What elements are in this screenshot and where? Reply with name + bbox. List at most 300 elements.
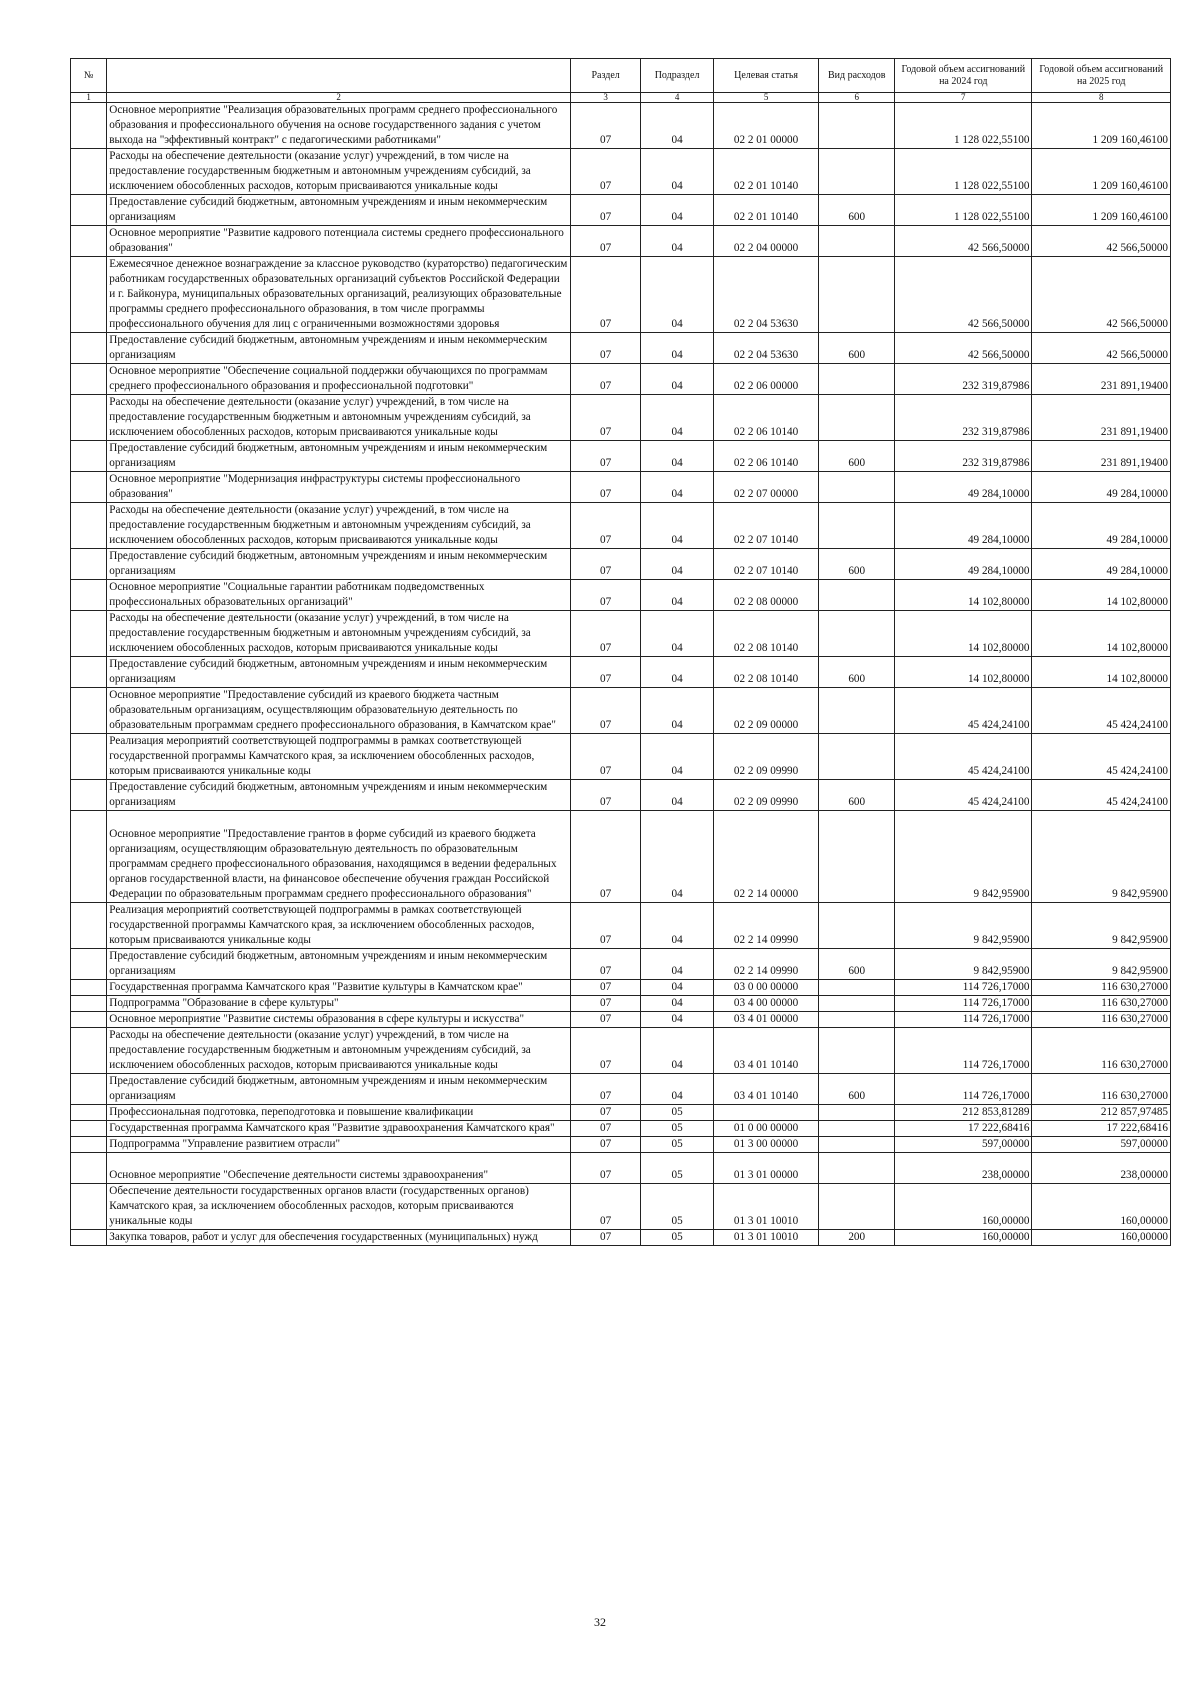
header-volume-2025: Годовой объем ассигнований на 2025 год (1032, 59, 1171, 93)
row-target-article: 02 2 08 10140 (713, 657, 818, 688)
row-volume-2024: 9 842,95900 (895, 903, 1032, 949)
row-description: Основное мероприятие "Предоставление субсидий из краевого бюджета частным образовательным организациям, осуществляющим образовательную деятельность по образовательным программам среднего профессионального образования, в Камчатском крае" (107, 688, 571, 734)
row-section: 07 (570, 195, 640, 226)
row-target-article: 02 2 08 10140 (713, 611, 818, 657)
row-section: 07 (570, 980, 640, 996)
row-number (71, 472, 107, 503)
table-row (71, 949, 1171, 980)
row-description: Подпрограмма "Образование в сфере культуры" (107, 996, 571, 1012)
row-number (71, 195, 107, 226)
page-number: 32 (594, 1615, 606, 1629)
row-subsection: 05 (641, 1137, 714, 1153)
row-number (71, 580, 107, 611)
row-target-article (713, 1105, 818, 1121)
row-description: Основное мероприятие "Модернизация инфраструктуры системы профессионального образования" (107, 472, 571, 503)
row-target-article: 02 2 09 00000 (713, 688, 818, 734)
column-number: 8 (1032, 93, 1171, 103)
table-row (71, 1153, 1171, 1184)
row-volume-2025: 17 222,68416 (1032, 1121, 1171, 1137)
table-row (71, 1105, 1171, 1121)
row-target-article: 02 2 07 00000 (713, 472, 818, 503)
row-number (71, 611, 107, 657)
row-expense-type: 600 (819, 657, 895, 688)
row-section: 07 (570, 1028, 640, 1074)
row-section: 07 (570, 395, 640, 441)
table-row (71, 226, 1171, 257)
row-description: Обеспечение деятельности государственных органов власти (государственных органов) Камчатского края, за исключением обособленных расходов, которым присваиваются уникальные коды (107, 1184, 571, 1230)
row-volume-2024: 45 424,24100 (895, 734, 1032, 780)
table-row (71, 580, 1171, 611)
row-section: 07 (570, 503, 640, 549)
table-row (71, 441, 1171, 472)
row-volume-2025: 45 424,24100 (1032, 734, 1171, 780)
row-expense-type (819, 1184, 895, 1230)
row-volume-2024: 14 102,80000 (895, 657, 1032, 688)
column-number: 1 (71, 93, 107, 103)
row-description: Предоставление субсидий бюджетным, автономным учреждениям и иным некоммерческим организациям (107, 780, 571, 811)
row-subsection: 04 (641, 333, 714, 364)
row-target-article: 02 2 14 09990 (713, 903, 818, 949)
row-description: Основное мероприятие "Предоставление грантов в форме субсидий из краевого бюджета организациям, осуществляющим образовательную деятельность по образовательным программам среднего профессионального образования, находящимся в ведении федеральных органов государственной власти, на финансовое обеспечение обучения граждан Российской Федерации по образовательным программам среднего профессионального образования" (107, 811, 571, 903)
row-expense-type (819, 395, 895, 441)
row-number (71, 257, 107, 333)
row-volume-2024: 1 128 022,55100 (895, 149, 1032, 195)
row-volume-2025: 231 891,19400 (1032, 364, 1171, 395)
row-expense-type: 600 (819, 1074, 895, 1105)
row-number (71, 1074, 107, 1105)
row-volume-2024: 212 853,81289 (895, 1105, 1032, 1121)
row-number (71, 780, 107, 811)
row-volume-2025: 49 284,10000 (1032, 472, 1171, 503)
row-section: 07 (570, 611, 640, 657)
row-section: 07 (570, 257, 640, 333)
row-number (71, 980, 107, 996)
row-volume-2024: 238,00000 (895, 1153, 1032, 1184)
table-row (71, 472, 1171, 503)
row-expense-type (819, 472, 895, 503)
row-subsection: 04 (641, 996, 714, 1012)
header-section: Раздел (570, 59, 640, 93)
row-target-article: 03 0 00 00000 (713, 980, 818, 996)
row-volume-2025: 45 424,24100 (1032, 780, 1171, 811)
row-target-article: 03 4 01 00000 (713, 1012, 818, 1028)
table-row (71, 395, 1171, 441)
row-subsection: 04 (641, 472, 714, 503)
row-subsection: 04 (641, 949, 714, 980)
row-number (71, 1230, 107, 1246)
row-section: 07 (570, 949, 640, 980)
row-number (71, 1121, 107, 1137)
row-expense-type (819, 996, 895, 1012)
row-description: Ежемесячное денежное вознаграждение за классное руководство (кураторство) педагогическим работникам государственных образовательных организаций субъектов Российской Федерации и г. Байконура, муниципальных образовательных организаций, реализующих образовательные программы среднего профессионального образования, в том числе программы профессионального обучения для лиц с ограниченными возможностями здоровья (107, 257, 571, 333)
row-volume-2024: 232 319,87986 (895, 364, 1032, 395)
row-subsection: 04 (641, 549, 714, 580)
row-description: Реализация мероприятий соответствующей подпрограммы в рамках соответствующей государственной программы Камчатского края, за исключением обособленных расходов, которым присваиваются уникальные коды (107, 734, 571, 780)
row-number (71, 395, 107, 441)
row-volume-2025: 42 566,50000 (1032, 257, 1171, 333)
column-number: 5 (713, 93, 818, 103)
row-volume-2025: 116 630,27000 (1032, 996, 1171, 1012)
row-volume-2024: 114 726,17000 (895, 996, 1032, 1012)
row-number (71, 149, 107, 195)
row-target-article: 02 2 06 10140 (713, 441, 818, 472)
row-section: 07 (570, 226, 640, 257)
row-volume-2025: 49 284,10000 (1032, 549, 1171, 580)
row-target-article: 03 4 01 10140 (713, 1028, 818, 1074)
row-number (71, 688, 107, 734)
row-expense-type: 600 (819, 195, 895, 226)
row-number (71, 1153, 107, 1184)
table-row (71, 1074, 1171, 1105)
row-target-article: 02 2 04 53630 (713, 333, 818, 364)
row-expense-type (819, 903, 895, 949)
row-section: 07 (570, 734, 640, 780)
row-subsection: 04 (641, 734, 714, 780)
table-row (71, 980, 1171, 996)
row-description: Предоставление субсидий бюджетным, автономным учреждениям и иным некоммерческим организациям (107, 333, 571, 364)
row-description: Расходы на обеспечение деятельности (оказание услуг) учреждений, в том числе на предоставление государственным бюджетным и автономным учреждениям субсидий, за исключением обособленных расходов, которым присваиваются уникальные коды (107, 395, 571, 441)
row-section: 07 (570, 549, 640, 580)
row-subsection: 04 (641, 1074, 714, 1105)
row-section: 07 (570, 333, 640, 364)
row-expense-type (819, 149, 895, 195)
row-subsection: 05 (641, 1153, 714, 1184)
table-row (71, 1137, 1171, 1153)
row-volume-2025: 231 891,19400 (1032, 395, 1171, 441)
row-volume-2024: 597,00000 (895, 1137, 1032, 1153)
row-expense-type (819, 226, 895, 257)
row-expense-type: 600 (819, 441, 895, 472)
row-subsection: 05 (641, 1230, 714, 1246)
row-volume-2025: 160,00000 (1032, 1184, 1171, 1230)
row-target-article: 02 2 01 10140 (713, 149, 818, 195)
row-target-article: 03 4 01 10140 (713, 1074, 818, 1105)
row-section: 07 (570, 780, 640, 811)
row-subsection: 04 (641, 257, 714, 333)
row-description: Профессиональная подготовка, переподготовка и повышение квалификации (107, 1105, 571, 1121)
row-expense-type (819, 1137, 895, 1153)
row-expense-type (819, 1121, 895, 1137)
row-volume-2025: 116 630,27000 (1032, 1028, 1171, 1074)
row-volume-2024: 114 726,17000 (895, 1012, 1032, 1028)
row-target-article: 02 2 01 10140 (713, 195, 818, 226)
row-subsection: 04 (641, 611, 714, 657)
row-section: 07 (570, 580, 640, 611)
table-row (71, 688, 1171, 734)
row-volume-2024: 49 284,10000 (895, 472, 1032, 503)
table-row (71, 657, 1171, 688)
row-volume-2025: 160,00000 (1032, 1230, 1171, 1246)
row-volume-2025: 9 842,95900 (1032, 903, 1171, 949)
row-volume-2024: 42 566,50000 (895, 333, 1032, 364)
table-row (71, 780, 1171, 811)
row-description: Основное мероприятие "Развитие кадрового потенциала системы среднего профессионального образования" (107, 226, 571, 257)
row-section: 07 (570, 1230, 640, 1246)
row-subsection: 04 (641, 903, 714, 949)
row-subsection: 04 (641, 364, 714, 395)
row-expense-type (819, 257, 895, 333)
row-section: 07 (570, 1105, 640, 1121)
row-number (71, 503, 107, 549)
row-target-article: 02 2 14 09990 (713, 949, 818, 980)
row-number (71, 657, 107, 688)
table-row (71, 149, 1171, 195)
table-row (71, 1184, 1171, 1230)
column-number: 6 (819, 93, 895, 103)
row-expense-type (819, 980, 895, 996)
row-section: 07 (570, 441, 640, 472)
row-volume-2024: 49 284,10000 (895, 503, 1032, 549)
row-subsection: 05 (641, 1105, 714, 1121)
header-expense-type: Вид расходов (819, 59, 895, 93)
row-expense-type (819, 1105, 895, 1121)
row-number (71, 333, 107, 364)
row-section: 07 (570, 103, 640, 149)
row-volume-2025: 231 891,19400 (1032, 441, 1171, 472)
row-subsection: 04 (641, 688, 714, 734)
row-volume-2024: 160,00000 (895, 1230, 1032, 1246)
row-description: Предоставление субсидий бюджетным, автономным учреждениям и иным некоммерческим организациям (107, 949, 571, 980)
row-number (71, 1184, 107, 1230)
column-number: 7 (895, 93, 1032, 103)
row-volume-2025: 597,00000 (1032, 1137, 1171, 1153)
row-description: Основное мероприятие "Социальные гарантии работникам подведомственных профессиональных образовательных организаций" (107, 580, 571, 611)
row-section: 07 (570, 472, 640, 503)
row-target-article: 01 3 00 00000 (713, 1137, 818, 1153)
row-volume-2025: 9 842,95900 (1032, 949, 1171, 980)
table-row (71, 611, 1171, 657)
row-description: Предоставление субсидий бюджетным, автономным учреждениям и иным некоммерческим организациям (107, 549, 571, 580)
row-volume-2024: 17 222,68416 (895, 1121, 1032, 1137)
row-volume-2025: 212 857,97485 (1032, 1105, 1171, 1121)
row-volume-2025: 238,00000 (1032, 1153, 1171, 1184)
row-target-article: 03 4 00 00000 (713, 996, 818, 1012)
row-section: 07 (570, 688, 640, 734)
row-section: 07 (570, 996, 640, 1012)
row-expense-type (819, 503, 895, 549)
header-no: № (71, 59, 107, 93)
row-subsection: 05 (641, 1121, 714, 1137)
row-number (71, 811, 107, 903)
row-volume-2024: 232 319,87986 (895, 395, 1032, 441)
row-volume-2024: 42 566,50000 (895, 257, 1032, 333)
row-volume-2025: 116 630,27000 (1032, 1074, 1171, 1105)
row-expense-type (819, 103, 895, 149)
row-expense-type: 600 (819, 949, 895, 980)
header-volume-2024: Годовой объем ассигнований на 2024 год (895, 59, 1032, 93)
row-volume-2025: 14 102,80000 (1032, 580, 1171, 611)
row-subsection: 04 (641, 149, 714, 195)
row-section: 07 (570, 1184, 640, 1230)
table-row (71, 1028, 1171, 1074)
row-description: Государственная программа Камчатского края "Развитие здравоохранения Камчатского края" (107, 1121, 571, 1137)
row-target-article: 01 0 00 00000 (713, 1121, 818, 1137)
row-expense-type (819, 811, 895, 903)
table-row (71, 1012, 1171, 1028)
row-description: Подпрограмма "Управление развитием отрасли" (107, 1137, 571, 1153)
row-expense-type: 600 (819, 780, 895, 811)
row-target-article: 02 2 07 10140 (713, 503, 818, 549)
row-target-article: 02 2 04 53630 (713, 257, 818, 333)
row-volume-2024: 42 566,50000 (895, 226, 1032, 257)
row-description: Реализация мероприятий соответствующей подпрограммы в рамках соответствующей государственной программы Камчатского края, за исключением обособленных расходов, которым присваиваются уникальные коды (107, 903, 571, 949)
budget-table (70, 58, 1171, 1246)
row-volume-2024: 14 102,80000 (895, 611, 1032, 657)
row-expense-type: 600 (819, 549, 895, 580)
row-volume-2024: 49 284,10000 (895, 549, 1032, 580)
row-subsection: 04 (641, 1012, 714, 1028)
table-row (71, 103, 1171, 149)
row-target-article: 02 2 09 09990 (713, 780, 818, 811)
table-header-row (71, 59, 1171, 93)
row-subsection: 04 (641, 580, 714, 611)
budget-sheet (70, 58, 1171, 1246)
row-section: 07 (570, 903, 640, 949)
row-volume-2025: 116 630,27000 (1032, 980, 1171, 996)
table-row (71, 364, 1171, 395)
row-number (71, 1028, 107, 1074)
table-row (71, 903, 1171, 949)
column-number: 4 (641, 93, 714, 103)
row-subsection: 04 (641, 195, 714, 226)
row-description: Государственная программа Камчатского края "Развитие культуры в Камчатском крае" (107, 980, 571, 996)
row-target-article: 02 2 06 10140 (713, 395, 818, 441)
row-number (71, 903, 107, 949)
row-volume-2024: 14 102,80000 (895, 580, 1032, 611)
row-description: Основное мероприятие "Обеспечение деятельности системы здравоохранения" (107, 1153, 571, 1184)
row-number (71, 441, 107, 472)
header-target-article: Целевая статья (713, 59, 818, 93)
row-expense-type (819, 611, 895, 657)
row-volume-2024: 232 319,87986 (895, 441, 1032, 472)
row-section: 07 (570, 1153, 640, 1184)
row-section: 07 (570, 1121, 640, 1137)
row-number (71, 734, 107, 780)
row-subsection: 04 (641, 395, 714, 441)
row-target-article: 02 2 04 00000 (713, 226, 818, 257)
row-number (71, 364, 107, 395)
row-number (71, 1012, 107, 1028)
row-volume-2024: 160,00000 (895, 1184, 1032, 1230)
table-row (71, 549, 1171, 580)
row-section: 07 (570, 1074, 640, 1105)
row-volume-2025: 42 566,50000 (1032, 333, 1171, 364)
column-number: 2 (107, 93, 571, 103)
row-description: Расходы на обеспечение деятельности (оказание услуг) учреждений, в том числе на предоставление государственным бюджетным и автономным учреждениям субсидий, за исключением обособленных расходов, которым присваиваются уникальные коды (107, 503, 571, 549)
row-description: Предоставление субсидий бюджетным, автономным учреждениям и иным некоммерческим организациям (107, 657, 571, 688)
table-row (71, 195, 1171, 226)
table-row (71, 1230, 1171, 1246)
row-target-article: 01 3 01 10010 (713, 1184, 818, 1230)
row-target-article: 02 2 01 00000 (713, 103, 818, 149)
row-section: 07 (570, 1137, 640, 1153)
row-subsection: 04 (641, 980, 714, 996)
table-row (71, 1121, 1171, 1137)
row-subsection: 05 (641, 1184, 714, 1230)
row-description: Расходы на обеспечение деятельности (оказание услуг) учреждений, в том числе на предоставление государственным бюджетным и автономным учреждениям субсидий, за исключением обособленных расходов, которым присваиваются уникальные коды (107, 149, 571, 195)
row-expense-type (819, 1012, 895, 1028)
row-expense-type (819, 688, 895, 734)
table-row (71, 257, 1171, 333)
row-subsection: 04 (641, 657, 714, 688)
row-target-article: 01 3 01 10010 (713, 1230, 818, 1246)
row-description: Предоставление субсидий бюджетным, автономным учреждениям и иным некоммерческим организациям (107, 1074, 571, 1105)
row-subsection: 04 (641, 226, 714, 257)
row-volume-2024: 1 128 022,55100 (895, 103, 1032, 149)
row-expense-type (819, 364, 895, 395)
table-row (71, 503, 1171, 549)
row-volume-2025: 14 102,80000 (1032, 657, 1171, 688)
table-row (71, 811, 1171, 903)
row-expense-type: 600 (819, 333, 895, 364)
row-volume-2024: 114 726,17000 (895, 1028, 1032, 1074)
table-body (71, 103, 1171, 1246)
row-number (71, 103, 107, 149)
row-description: Основное мероприятие "Реализация образовательных программ среднего профессионального образования и профессионального обучения на основе государственного задания с учетом выхода на "эффективный контракт" с педагогическими работниками" (107, 103, 571, 149)
row-number (71, 1137, 107, 1153)
row-volume-2025: 1 209 160,46100 (1032, 149, 1171, 195)
row-section: 07 (570, 149, 640, 195)
row-volume-2025: 1 209 160,46100 (1032, 195, 1171, 226)
row-volume-2025: 45 424,24100 (1032, 688, 1171, 734)
row-target-article: 02 2 07 10140 (713, 549, 818, 580)
row-subsection: 04 (641, 1028, 714, 1074)
row-expense-type (819, 580, 895, 611)
header-description (107, 59, 571, 93)
row-subsection: 04 (641, 811, 714, 903)
row-number (71, 226, 107, 257)
row-expense-type: 200 (819, 1230, 895, 1246)
table-row (71, 333, 1171, 364)
row-description: Предоставление субсидий бюджетным, автономным учреждениям и иным некоммерческим организациям (107, 195, 571, 226)
row-volume-2025: 14 102,80000 (1032, 611, 1171, 657)
row-target-article: 02 2 09 09990 (713, 734, 818, 780)
row-volume-2024: 9 842,95900 (895, 949, 1032, 980)
row-volume-2024: 114 726,17000 (895, 1074, 1032, 1105)
row-volume-2024: 1 128 022,55100 (895, 195, 1032, 226)
header-subsection: Подраздел (641, 59, 714, 93)
row-description: Расходы на обеспечение деятельности (оказание услуг) учреждений, в том числе на предоставление государственным бюджетным и автономным учреждениям субсидий, за исключением обособленных расходов, которым присваиваются уникальные коды (107, 1028, 571, 1074)
row-subsection: 04 (641, 441, 714, 472)
row-volume-2025: 9 842,95900 (1032, 811, 1171, 903)
row-volume-2024: 9 842,95900 (895, 811, 1032, 903)
row-subsection: 04 (641, 503, 714, 549)
row-description: Основное мероприятие "Обеспечение социальной поддержки обучающихся по программам среднего профессионального образования и профессиональной подготовки" (107, 364, 571, 395)
row-target-article: 02 2 14 00000 (713, 811, 818, 903)
row-description: Основное мероприятие "Развитие системы образования в сфере культуры и искусства" (107, 1012, 571, 1028)
row-number (71, 1105, 107, 1121)
table-row (71, 996, 1171, 1012)
column-number: 3 (570, 93, 640, 103)
row-expense-type (819, 734, 895, 780)
row-volume-2025: 116 630,27000 (1032, 1012, 1171, 1028)
row-volume-2024: 45 424,24100 (895, 780, 1032, 811)
row-section: 07 (570, 1012, 640, 1028)
table-row (71, 734, 1171, 780)
row-volume-2025: 49 284,10000 (1032, 503, 1171, 549)
row-target-article: 02 2 06 00000 (713, 364, 818, 395)
row-volume-2025: 42 566,50000 (1032, 226, 1171, 257)
row-description: Закупка товаров, работ и услуг для обеспечения государственных (муниципальных) нужд (107, 1230, 571, 1246)
row-number (71, 996, 107, 1012)
row-expense-type (819, 1028, 895, 1074)
row-target-article: 02 2 08 00000 (713, 580, 818, 611)
row-section: 07 (570, 657, 640, 688)
column-number-row (71, 93, 1171, 103)
row-description: Расходы на обеспечение деятельности (оказание услуг) учреждений, в том числе на предоставление государственным бюджетным и автономным учреждениям субсидий, за исключением обособленных расходов, которым присваиваются уникальные коды (107, 611, 571, 657)
row-subsection: 04 (641, 780, 714, 811)
row-volume-2024: 114 726,17000 (895, 980, 1032, 996)
